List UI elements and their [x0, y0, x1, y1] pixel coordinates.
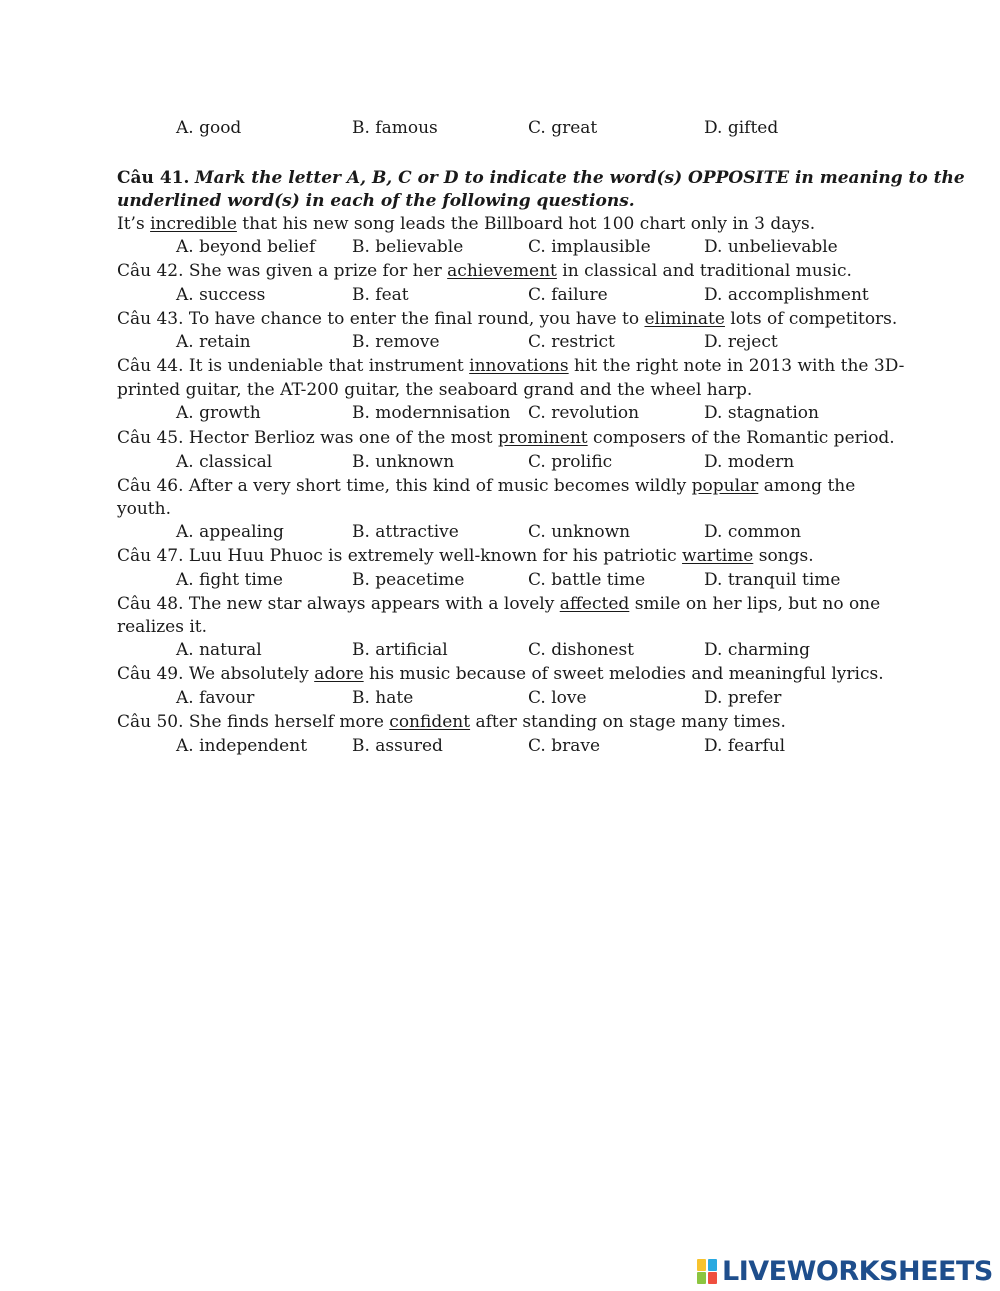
option-c: C. brave	[528, 736, 601, 756]
q40-options	[176, 117, 896, 140]
instruction-text-cont: underlined word(s) in each of the following questions.	[117, 191, 635, 211]
q45-options	[176, 451, 896, 474]
stem-text: songs.	[753, 546, 814, 566]
q43-stem	[117, 308, 898, 331]
q46-stem-cont	[117, 498, 892, 521]
q48-options	[176, 639, 896, 662]
q44-options	[176, 402, 896, 425]
q46-stem	[117, 475, 892, 498]
option-b: B. remove	[352, 332, 440, 352]
underlined-word: innovations	[469, 356, 569, 376]
q49-options	[176, 687, 896, 710]
option-c: C. implausible	[528, 237, 651, 257]
option-b: B. peacetime	[352, 570, 465, 590]
instruction-text: Mark the letter A, B, C or D to indicate the word(s) OPPOSITE in meaning to the	[194, 168, 965, 188]
q47-stem	[117, 545, 892, 568]
option-a: A. classical	[176, 452, 273, 472]
q41-options	[176, 236, 896, 259]
option-b: B. famous	[352, 118, 438, 138]
option-a: A. success	[176, 285, 266, 305]
option-a: A. natural	[176, 640, 262, 660]
q47-options	[176, 569, 896, 592]
stem-text: Câu 50. She finds herself more	[117, 712, 390, 732]
q41-instruction-cont	[117, 190, 892, 213]
q41-instruction	[117, 167, 965, 190]
stem-text: after standing on stage many times.	[470, 712, 786, 732]
stem-text: Câu 42. She was given a prize for her	[117, 261, 448, 281]
underlined-word: popular	[691, 476, 759, 496]
q50-options	[176, 735, 896, 758]
option-b: B. believable	[352, 237, 464, 257]
option-c: C. prolific	[528, 452, 613, 472]
option-c: C. dishonest	[528, 640, 635, 660]
option-a: A. appealing	[176, 522, 284, 542]
underlined-word: prominent	[498, 428, 588, 448]
option-b: B. feat	[352, 285, 409, 305]
option-d: D. gifted	[704, 118, 779, 138]
stem-text: Câu 48. The new star always appears with a lovely	[117, 594, 560, 614]
underlined-word: achievement	[447, 261, 557, 281]
option-a: A. favour	[176, 688, 255, 708]
option-c: C. love	[528, 688, 587, 708]
option-c: C. great	[528, 118, 598, 138]
underlined-word: incredible	[150, 214, 237, 234]
option-c: C. revolution	[528, 403, 640, 423]
option-b: B. unknown	[352, 452, 455, 472]
option-a: A. retain	[176, 332, 251, 352]
option-a: A. beyond belief	[176, 237, 316, 257]
liveworksheets-logo-icon	[697, 1257, 719, 1285]
option-d: D. charming	[704, 640, 810, 660]
q49-stem	[117, 663, 892, 686]
option-b: B. hate	[352, 688, 414, 708]
underlined-word: adore	[314, 664, 364, 684]
option-a: A. independent	[176, 736, 308, 756]
q48-stem	[117, 593, 892, 616]
stem-text: Câu 49. We absolutely	[117, 664, 315, 684]
stem-text: hit the right note in 2013 with the 3D-	[568, 356, 905, 376]
option-b: B. modernnisation	[352, 403, 511, 423]
stem-text: lots of competitors.	[724, 309, 898, 329]
option-d: D. common	[704, 522, 802, 542]
q43-options	[176, 331, 896, 354]
stem-text: Câu 46. After a very short time, this kind of music becomes wildly	[117, 476, 692, 496]
option-d: D. modern	[704, 452, 795, 472]
option-b: B. attractive	[352, 522, 459, 542]
option-b: B. assured	[352, 736, 443, 756]
option-c: C. restrict	[528, 332, 615, 352]
option-d: D. fearful	[704, 736, 786, 756]
stem-text: composers of the Romantic period.	[587, 428, 895, 448]
stem-text: Câu 44. It is undeniable that instrument	[117, 356, 470, 376]
stem-text: among the	[758, 476, 856, 496]
q44-stem-cont	[117, 379, 892, 402]
question-number-dot: .	[183, 168, 190, 188]
liveworksheets-logo-text: LIVEWORKSHEETS	[722, 1255, 993, 1287]
option-d: D. reject	[704, 332, 778, 352]
underlined-word: confident	[389, 712, 471, 732]
stem-text-cont: printed guitar, the AT-200 guitar, the seaboard grand and the wheel harp.	[117, 380, 753, 400]
underlined-word: affected	[559, 594, 630, 614]
stem-text-cont: youth.	[117, 499, 171, 519]
option-c: C. battle time	[528, 570, 646, 590]
q50-stem	[117, 711, 892, 734]
option-c: C. unknown	[528, 522, 631, 542]
stem-text: Câu 43. To have chance to enter the final round, you have to	[117, 309, 645, 329]
option-a: A. fight time	[176, 570, 283, 590]
stem-text: Câu 47. Luu Huu Phuoc is extremely well-known for his patriotic	[117, 546, 683, 566]
stem-text: It’s	[117, 214, 151, 234]
stem-text: Câu 45. Hector Berlioz was one of the most	[117, 428, 499, 448]
q45-stem	[117, 427, 895, 450]
q42-options	[176, 284, 896, 307]
q41-stem	[117, 213, 892, 236]
stem-text: that his new song leads the Billboard hot 100 chart only in 3 days.	[236, 214, 816, 234]
option-a: A. growth	[176, 403, 261, 423]
stem-text-cont: realizes it.	[117, 617, 208, 637]
option-d: D. accomplishment	[704, 285, 869, 305]
stem-text: smile on her lips, but no one	[629, 594, 881, 614]
option-c: C. failure	[528, 285, 608, 305]
underlined-word: wartime	[682, 546, 754, 566]
q48-stem-cont	[117, 616, 892, 639]
option-b: B. artificial	[352, 640, 448, 660]
stem-text: his music because of sweet melodies and meaningful lyrics.	[363, 664, 884, 684]
q46-options	[176, 521, 896, 544]
option-d: D. unbelievable	[704, 237, 838, 257]
option-a: A. good	[176, 118, 242, 138]
q42-stem	[117, 260, 892, 283]
stem-text: in classical and traditional music.	[556, 261, 852, 281]
question-number: Câu 41	[117, 168, 184, 188]
q44-stem	[117, 355, 905, 378]
option-d: D. tranquil time	[704, 570, 841, 590]
underlined-word: eliminate	[644, 309, 725, 329]
option-d: D. stagnation	[704, 403, 819, 423]
option-d: D. prefer	[704, 688, 782, 708]
liveworksheets-logo	[697, 1256, 993, 1286]
